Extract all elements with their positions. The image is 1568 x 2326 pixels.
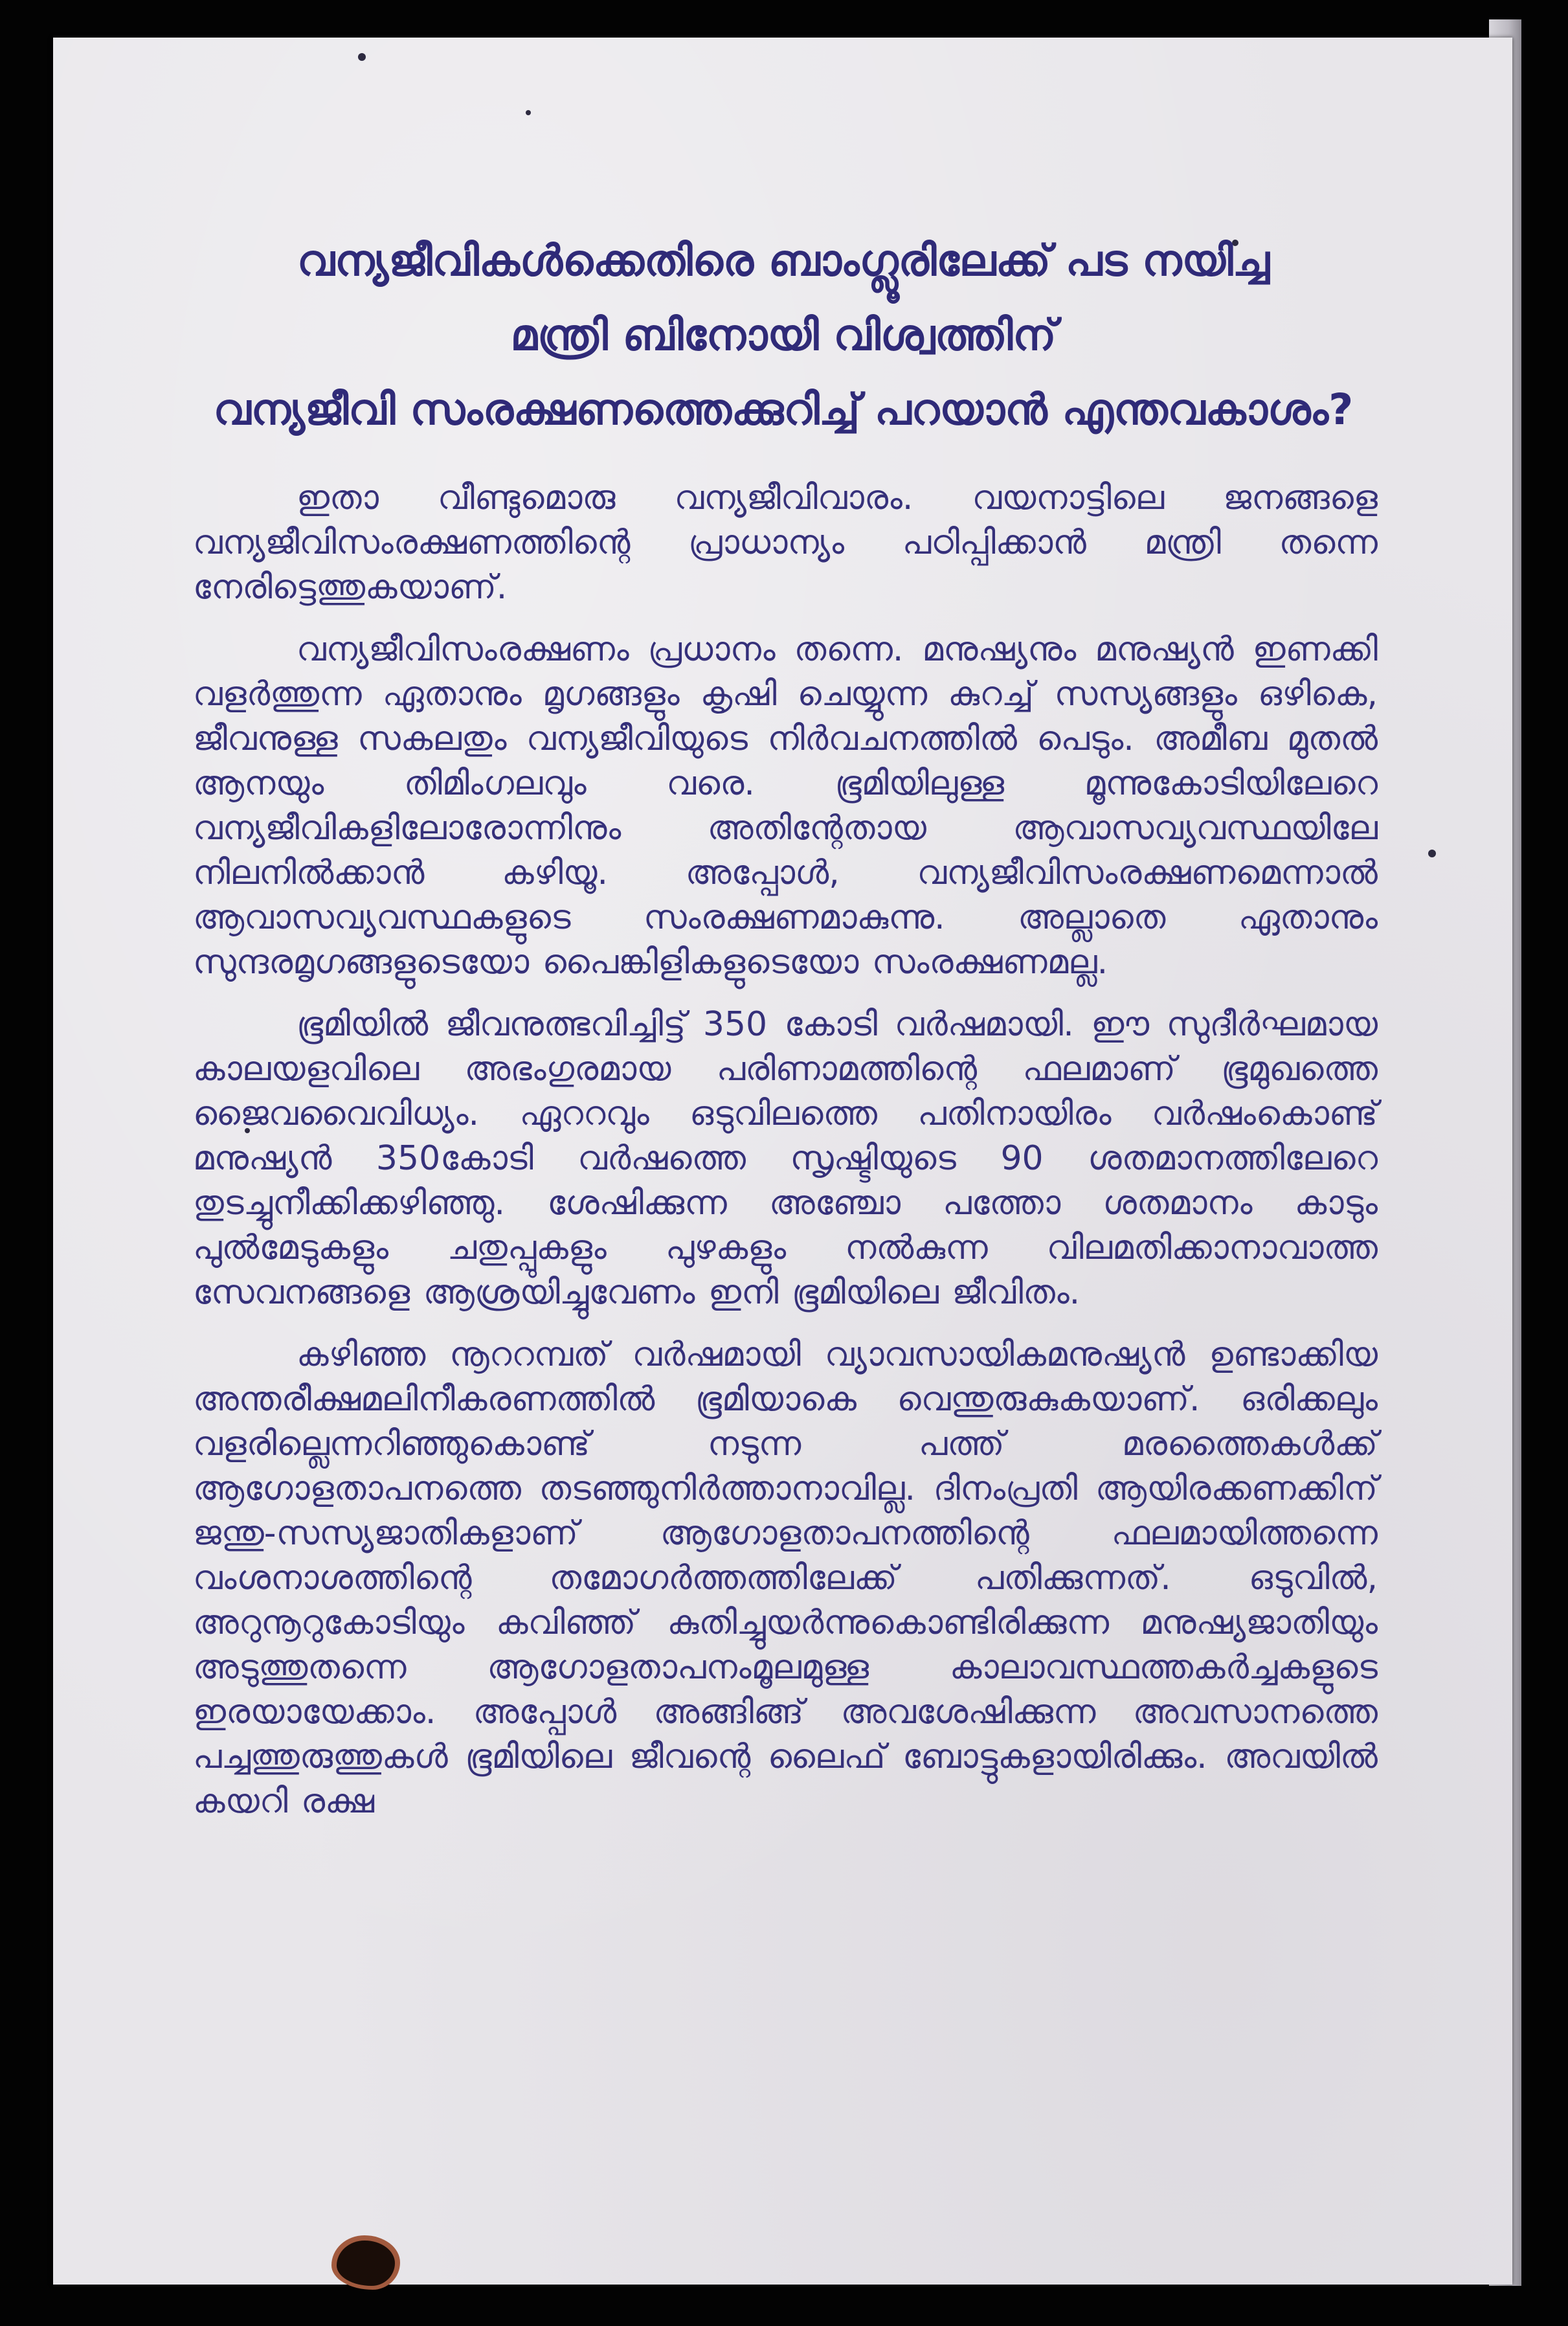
paragraph-4: കഴിഞ്ഞ നൂററമ്പത് വർഷമായി വ്യാവസായികമനുഷ്യൻ ഉണ്ടാക്കിയ അന്തരീക്ഷമലിനീകരണത്തിൽ ഭൂമിയാകെ വെന്തുരുകുകയാണ്. ഒരിക്കലും വളരില്ലെന്നറിഞ്ഞുകൊണ്ട് നടുന്ന പത്ത് മരത്തൈകൾക്ക് ആഗോളതാപനത്തെ തടഞ്ഞുനിർത്താനാവില്ല. ദിനംപ്രതി ആയിരക്കണക്കിന് ജന്തു-സസ്യജാതികളാണ് ആഗോളതാപനത്തിന്റെ ഫലമായിത്തന്നെ വംശനാശത്തിന്റെ തമോഗർത്തത്തിലേക്ക് പതിക്കുന്നത്. ഒടുവിൽ, അറുനൂറുകോടിയും കവിഞ്ഞ് കുതിച്ചുയർന്നുകൊണ്ടിരിക്കുന്ന മനുഷ്യജാതിയും അടുത്തുതന്നെ ആഗോളതാപനംമൂലമുള്ള കാലാവസ്ഥത്തകർച്ചകളുടെ ഇരയായേക്കാം. അപ്പോൾ അങ്ങിങ്ങ് അവശേഷിക്കുന്ന അവസാനത്തെ പച്ചത്തുരുത്തുകൾ ഭൂമിയിലെ ജീവന്റെ ലൈഫ് ബോട്ടുകളായിരിക്കും. അവയിൽ കയറി രക്ഷ <box>193 1335 1378 1821</box>
headline-line-1: വന്യജീവികൾക്കെതിരെ ബാംഗ്ലൂരിലേക്ക് പട നയിച്ച <box>297 236 1270 286</box>
ink-speck <box>358 53 366 61</box>
headline-line-3: വന്യജീവി സംരക്ഷണത്തെക്കുറിച്ച് പറയാൻ എന്തവകാശം? <box>213 385 1354 435</box>
headline-line-2: മന്ത്രി ബിനോയി വിശ്വത്തിന് <box>510 310 1057 360</box>
paper-tear-hole <box>337 2241 395 2286</box>
paragraph-2: വന്യജീവിസംരക്ഷണം പ്രധാനം തന്നെ. മനുഷ്യനും മനുഷ്യൻ ഇണക്കി വളർത്തുന്ന ഏതാനും മൃഗങ്ങളും കൃഷി ചെയ്യുന്ന കുറച്ച് സസ്യങ്ങളും ഒഴികെ, ജീവനുള്ള സകലതും വന്യജീവിയുടെ നിർവചനത്തിൽ പെടും. അമീബ മുതൽ ആനയും തിമിംഗലവും വരെ. ഭൂമിയിലുള്ള മൂന്നുകോടിയിലേറെ വന്യജീവികളിലോരോന്നിനും അതിന്റേതായ ആവാസവ്യവസ്ഥയിലേ നിലനിൽക്കാൻ കഴിയൂ. അപ്പോൾ, വന്യജീവിസംരക്ഷണമെന്നാൽ ആവാസവ്യവസ്ഥകളുടെ സംരക്ഷണമാകുന്നു. അല്ലാതെ ഏതാനും സുന്ദരമൃഗങ്ങളുടെയോ പൈങ്കിളികളുടെയോ സംരക്ഷണമല്ല. <box>193 630 1378 982</box>
paragraph-3: ഭൂമിയിൽ ജീവനുത്ഭവിച്ചിട്ട് 350 കോടി വർഷമായി. ഈ സുദീർഘമായ കാലയളവിലെ അഭംഗുരമായ പരിണാമത്തിന്റെ ഫലമാണ് ഭൂമുഖത്തെ ജൈവവൈവിധ്യം. ഏററവും ഒടുവിലത്തെ പതിനായിരം വർഷംകൊണ്ട് മനുഷ്യൻ 350കോടി വർഷത്തെ സൃഷ്ടിയുടെ 90 ശതമാനത്തിലേറെ തുടച്ചുനീക്കിക്കഴിഞ്ഞു. ശേഷിക്കുന്ന അഞ്ചോ പത്തോ ശതമാനം കാടും പുൽമേടുകളും ചതുപ്പുകളും പുഴകളും നൽകുന്ന വിലമതിക്കാനാവാത്ത സേവനങ്ങളെ ആശ്രയിച്ചുവേണം ഇനി ഭൂമിയിലെ ജീവിതം. <box>193 1005 1378 1312</box>
ink-speck <box>1428 850 1436 857</box>
ink-speck <box>526 110 531 115</box>
paragraph-1: ഇതാ വീണ്ടുമൊരു വന്യജീവിവാരം. വയനാട്ടിലെ ജനങ്ങളെ വന്യജീവിസംരക്ഷണത്തിന്റെ പ്രാധാന്യം പഠിപ്പിക്കാൻ മന്ത്രി തന്നെ നേരിട്ടെത്തുകയാണ്. <box>193 479 1378 607</box>
leaflet-headline <box>91 223 1476 447</box>
leaflet-body <box>193 476 1378 1842</box>
